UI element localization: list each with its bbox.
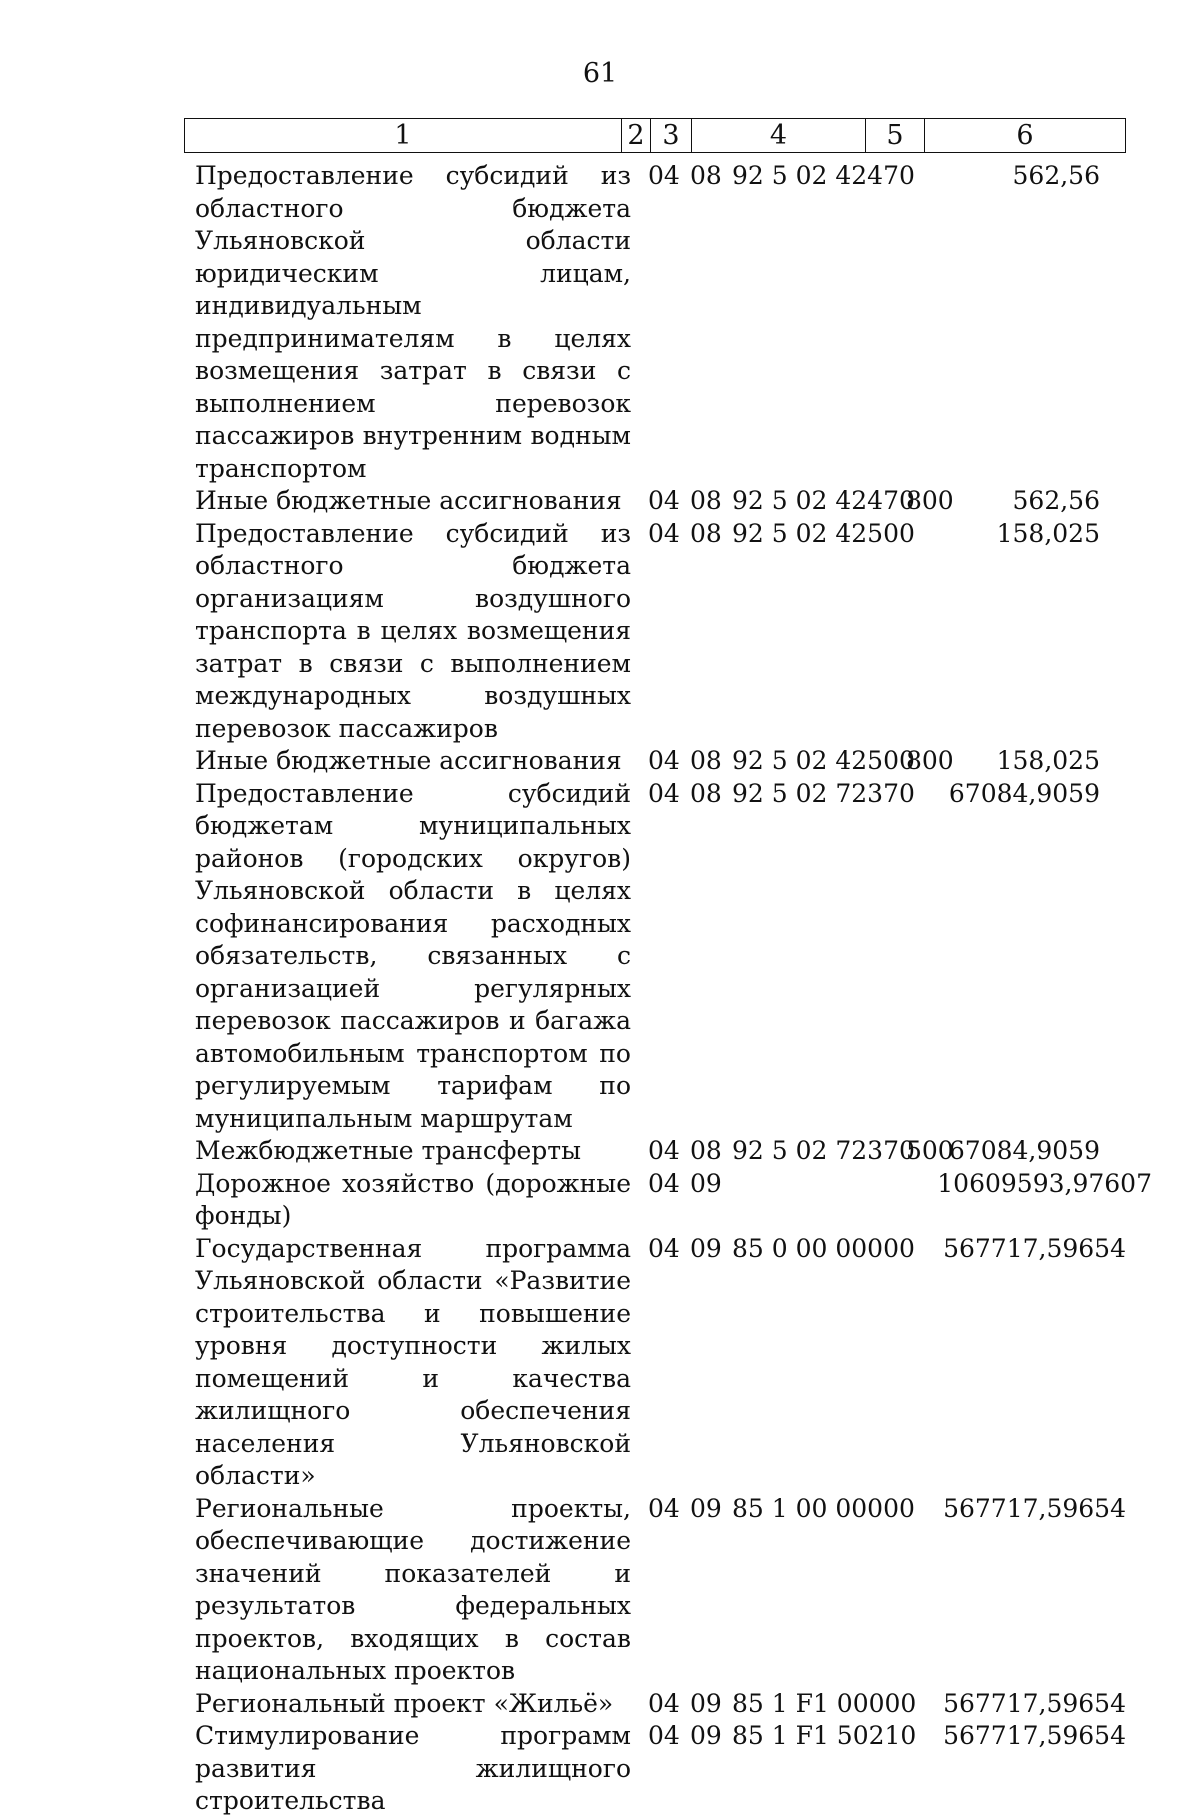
row-amount: 567717,59654 [943,1721,1126,1750]
table-row [0,518,1200,746]
row-target-code: 85 1 F1 00000 [732,1688,917,1718]
row-subsection: 09 [690,1233,722,1263]
row-subsection: 09 [690,1493,722,1523]
budget-table-body [0,160,1200,1818]
row-target-code: 85 1 00 00000 [732,1493,915,1523]
row-target-code: 92 5 02 42500 [732,518,915,548]
row-amount: 562,56 [1012,161,1100,190]
column-header-3: 3 [651,119,692,153]
row-description: Иные бюджетные ассигнования [195,486,622,515]
row-subsection: 08 [690,1136,722,1165]
column-header-1: 1 [185,119,622,153]
row-amount: 10609593,97607 [937,1168,1152,1198]
table-row [0,1688,1200,1721]
table-row [0,745,1200,778]
row-target-code: 92 5 02 42470 [732,486,915,515]
row-description: Дорожное хозяйство (дорожные фонды) [195,1168,631,1230]
row-expense-type: 800 [906,486,954,515]
row-subsection: 08 [690,778,722,808]
row-target-code: 85 0 00 00000 [732,1233,915,1263]
column-header-6: 6 [925,119,1126,153]
row-subsection: 08 [690,486,722,515]
row-amount: 67084,9059 [948,778,1100,808]
row-section: 04 [648,518,680,548]
row-expense-type: 500 [906,1136,954,1165]
table-row [0,778,1200,1136]
row-target-code: 92 5 02 72370 [732,778,915,808]
row-target-code: 85 1 F1 50210 [732,1721,917,1750]
column-header-4: 4 [692,119,866,153]
row-section: 04 [648,778,680,808]
row-subsection: 08 [690,746,722,775]
row-target-code: 92 5 02 42500 [732,746,915,775]
row-amount: 67084,9059 [948,1136,1100,1165]
table-row [0,1135,1200,1168]
row-description: Иные бюджетные ассигнования [195,746,622,775]
page-number: 61 [582,58,618,89]
row-amount: 158,025 [996,746,1100,775]
table-row [0,1493,1200,1688]
row-amount: 158,025 [996,518,1100,548]
table-row [0,160,1200,485]
row-expense-type: 800 [906,746,954,775]
row-section: 04 [648,486,680,515]
row-subsection: 08 [690,161,722,190]
row-description: Региональный проект «Жильё» [195,1688,614,1718]
column-header-5: 5 [866,119,925,153]
row-section: 04 [648,1493,680,1523]
row-description: Предоставление субсидий из областного бюджета организациям воздушного транспорта в целях возмещения затрат в связи с выполнением международных воздушных перевозок пассажиров [195,518,631,743]
row-section: 04 [648,1168,680,1198]
column-header-2: 2 [622,119,651,153]
row-section: 04 [648,1136,680,1165]
row-description: Предоставление субсидий бюджетам муниципальных районов (городских округов) Ульяновской области в целях софинансирования расходных обязательств, связанных с организацией регулярных перевозок пассажиров и багажа автомобильным транспортом по регулируемым тарифам по муниципальным маршрутам [195,778,631,1133]
row-target-code: 92 5 02 72370 [732,1136,915,1165]
column-header-row [185,119,1126,153]
row-subsection: 09 [690,1168,722,1198]
row-subsection: 08 [690,518,722,548]
table-row [0,1720,1200,1818]
row-description: Предоставление субсидий из областного бюджета Ульяновской области юридическим лицам, индивидуальным предпринимателям в целях возмещения затрат в связи с выполнением перевозок пассажиров внутренним водным транспортом [195,161,631,483]
row-section: 04 [648,746,680,775]
row-description: Региональные проекты, обеспечивающие достижение значений показателей и результатов федеральных проектов, входящих в состав национальных проектов [195,1493,631,1685]
row-description: Стимулирование программ развития жилищного строительства [195,1721,631,1815]
row-amount: 567717,59654 [943,1493,1126,1523]
row-target-code: 92 5 02 42470 [732,161,915,190]
table-row [0,1168,1200,1233]
table-row [0,1233,1200,1493]
row-amount: 567717,59654 [943,1688,1126,1718]
table-row [0,485,1200,518]
column-header-table [184,118,1126,153]
row-description: Межбюджетные трансферты [195,1136,582,1165]
row-section: 04 [648,161,680,190]
row-subsection: 09 [690,1721,722,1750]
row-amount: 567717,59654 [943,1233,1126,1263]
row-section: 04 [648,1721,680,1750]
row-section: 04 [648,1233,680,1263]
row-description: Государственная программа Ульяновской области «Развитие строительства и повышение уровня доступности жилых помещений и качества жилищного обеспечения населения Ульяновской области» [195,1233,631,1490]
row-section: 04 [648,1688,680,1718]
row-subsection: 09 [690,1688,722,1718]
row-amount: 562,56 [1012,486,1100,515]
